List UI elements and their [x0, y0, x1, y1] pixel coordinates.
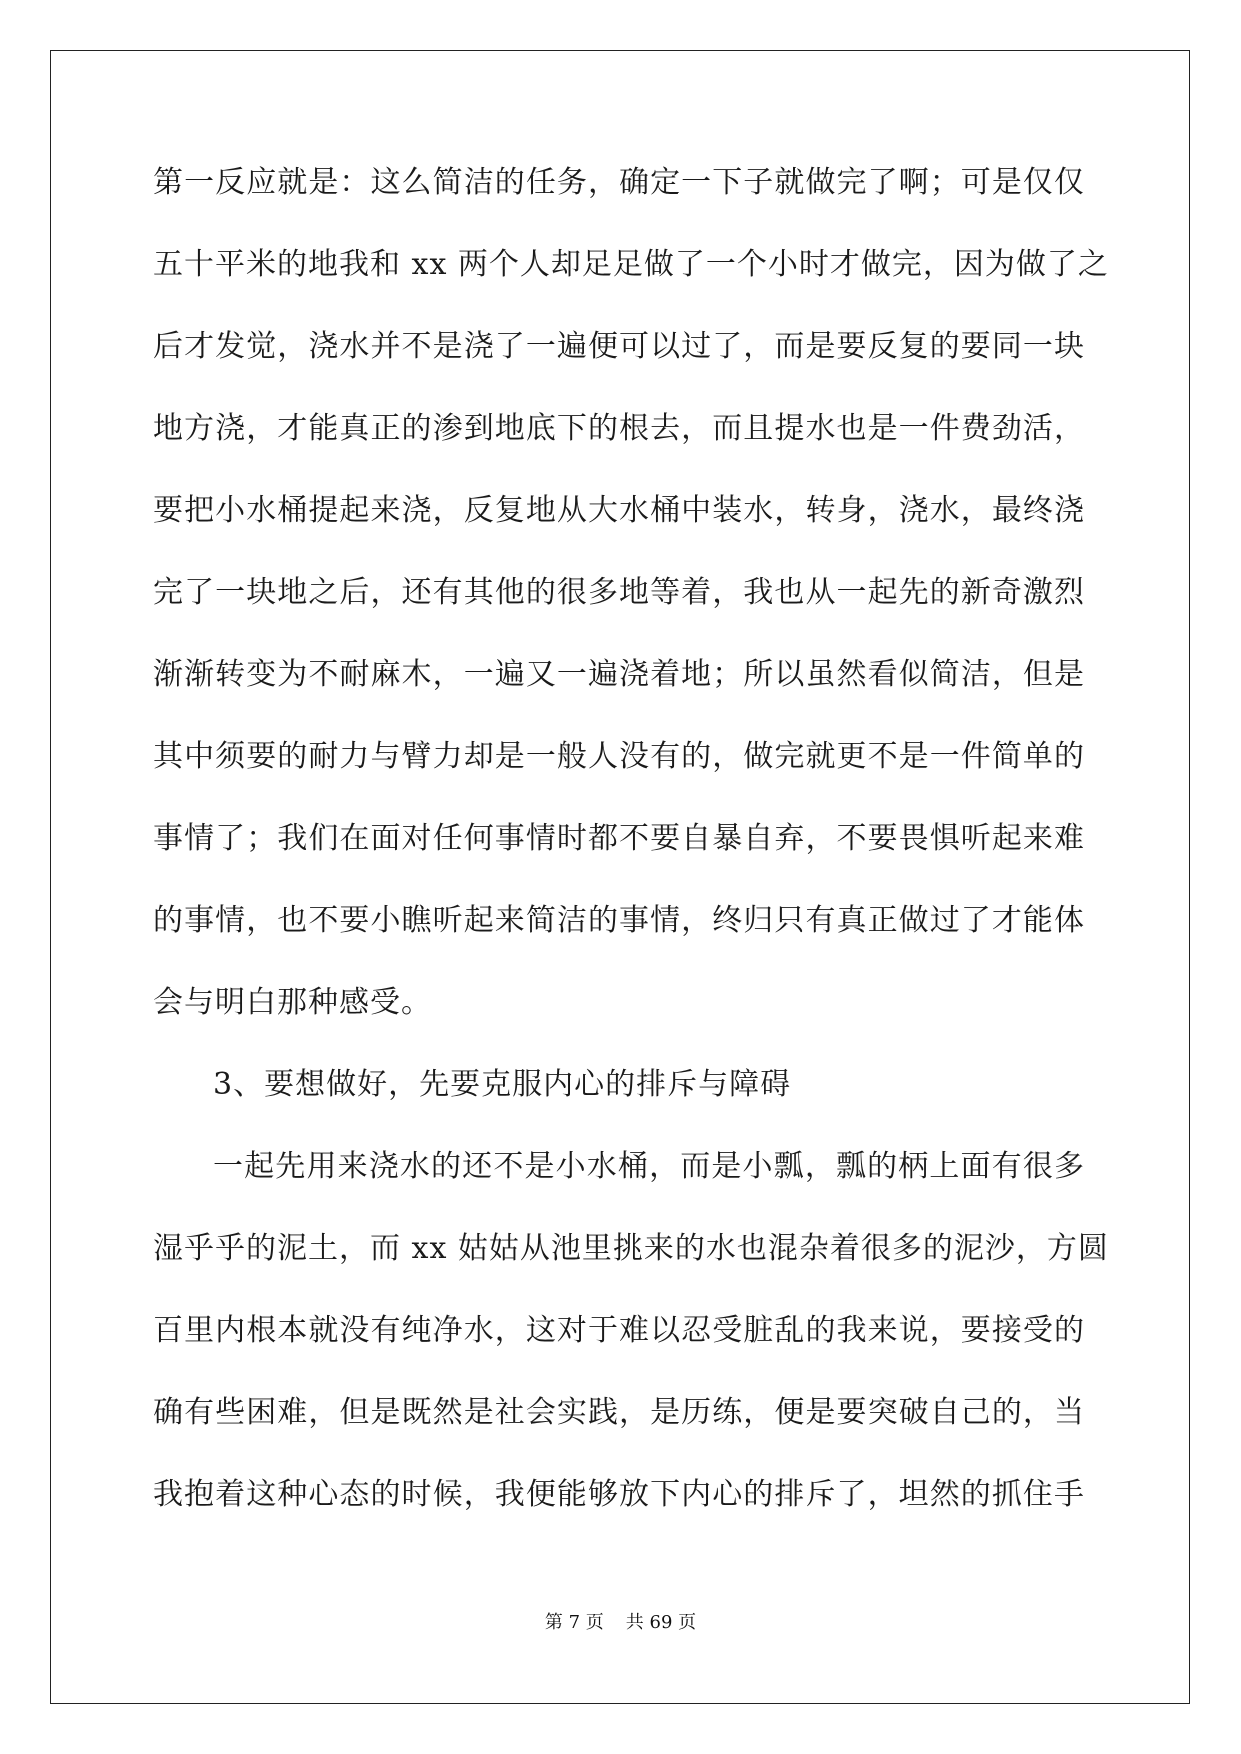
text-line: 一起先用来浇水的还不是小水桶，而是小瓢，瓢的柄上面有很多 [213, 1149, 1085, 1184]
text-line: 第一反应就是：这么简洁的任务，确定一下子就做完了啊；可是仅仅 [153, 165, 1085, 200]
text-line: 五十平米的地我和 xx 两个人却足足做了一个小时才做完，因为做了之 [153, 247, 1109, 282]
document-body [153, 163, 1109, 1557]
text-line: 地方浇，才能真正的渗到地底下的根去，而且提水也是一件费劲活， [153, 411, 1085, 446]
text-line: 渐渐转变为不耐麻木，一遍又一遍浇着地；所以虽然看似简洁，但是 [153, 657, 1085, 692]
text-line: 会与明白那种感受。 [153, 985, 432, 1020]
text-line: 后才发觉，浇水并不是浇了一遍便可以过了，而是要反复的要同一块 [153, 329, 1085, 364]
text-line: 湿乎乎的泥土，而 xx 姑姑从池里挑来的水也混杂着很多的泥沙，方圆 [153, 1231, 1109, 1266]
paragraph [153, 163, 1109, 1065]
text-line: 我抱着这种心态的时候，我便能够放下内心的排斥了，坦然的抓住手 [153, 1477, 1085, 1512]
section-heading: 3、要想做好，先要克服内心的排斥与障碍 [213, 1067, 792, 1102]
text-line: 其中须要的耐力与臂力却是一般人没有的，做完就更不是一件简单的 [153, 739, 1085, 774]
paragraph [153, 1147, 1109, 1557]
page-footer [0, 1611, 1241, 1635]
text-line: 完了一块地之后，还有其他的很多地等着，我也从一起先的新奇激烈 [153, 575, 1085, 610]
text-line: 百里内根本就没有纯净水，这对于难以忍受脏乱的我来说，要接受的 [153, 1313, 1085, 1348]
text-line: 要把小水桶提起来浇，反复地从大水桶中装水，转身，浇水，最终浇 [153, 493, 1085, 528]
page-total: 共 69 页 [625, 1612, 697, 1633]
text-line: 确有些困难，但是既然是社会实践，是历练，便是要突破自己的，当 [153, 1395, 1085, 1430]
text-line: 的事情，也不要小瞧听起来简洁的事情，终归只有真正做过了才能体 [153, 903, 1085, 938]
page-number: 第 7 页 [544, 1612, 604, 1633]
text-line: 事情了；我们在面对任何事情时都不要自暴自弃，不要畏惧听起来难 [153, 821, 1085, 856]
